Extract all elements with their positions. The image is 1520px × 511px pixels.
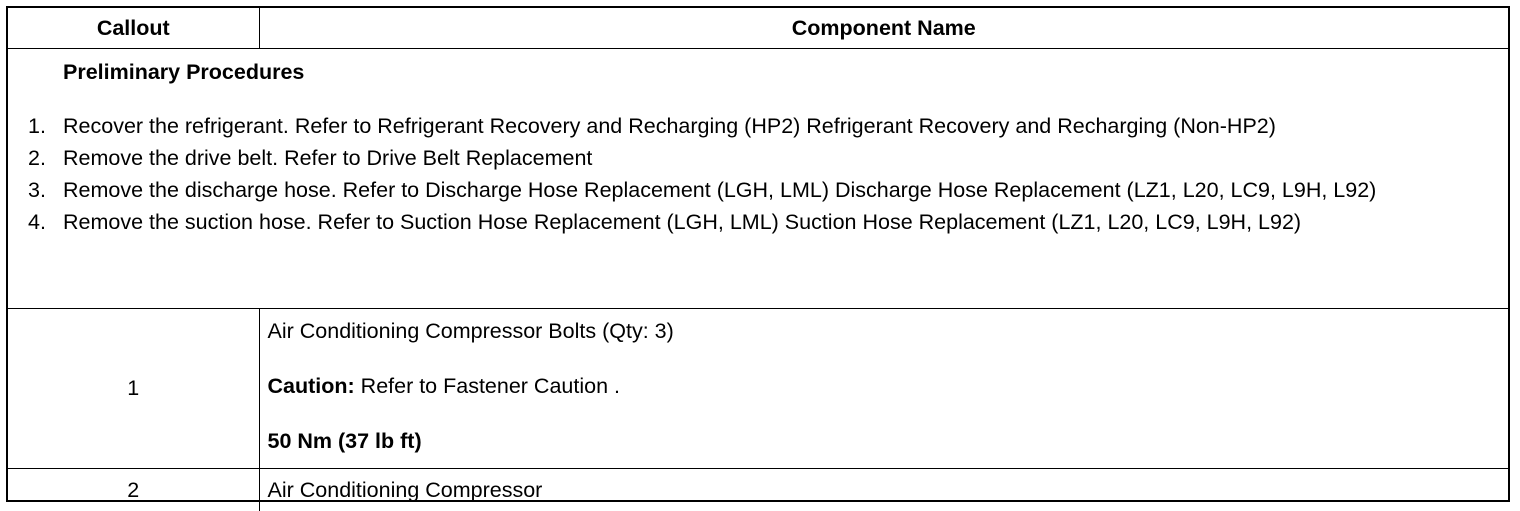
list-item bbox=[8, 177, 1508, 204]
procedure-table-frame bbox=[6, 6, 1510, 502]
callout-number: 1 bbox=[8, 309, 259, 469]
step-number: 2. bbox=[28, 145, 46, 172]
step-text: Remove the discharge hose. Refer to Discharge Hose Replacement (LGH, LML) Discharge Hose Replacement (LZ1, L20, LC9, L9H, L92) bbox=[63, 178, 1376, 202]
torque-spec: 50 Nm (37 lb ft) bbox=[268, 428, 1509, 455]
caution-note bbox=[268, 373, 1509, 400]
step-text: Remove the drive belt. Refer to Drive Belt Replacement bbox=[63, 146, 592, 170]
step-number: 4. bbox=[28, 209, 46, 236]
callout-number: 2 bbox=[8, 469, 259, 511]
preliminary-procedures-title: Preliminary Procedures bbox=[63, 57, 1508, 88]
preliminary-steps-list bbox=[8, 113, 1508, 236]
list-item bbox=[8, 113, 1508, 140]
table-row bbox=[8, 469, 1508, 511]
component-name-column-header: Component Name bbox=[259, 8, 1508, 49]
caution-text: Refer to Fastener Caution . bbox=[355, 374, 620, 398]
preliminary-procedures-row bbox=[8, 49, 1508, 309]
callout-table bbox=[8, 8, 1508, 511]
step-number: 1. bbox=[28, 113, 46, 140]
step-text: Recover the refrigerant. Refer to Refrigerant Recovery and Recharging (HP2) Refrigerant Recovery and Recharging (Non-HP2) bbox=[63, 114, 1276, 138]
list-item bbox=[8, 145, 1508, 172]
table-header-row bbox=[8, 8, 1508, 49]
table-row bbox=[8, 309, 1508, 469]
step-number: 3. bbox=[28, 177, 46, 204]
component-name: Air Conditioning Compressor bbox=[259, 469, 1508, 511]
step-text: Remove the suction hose. Refer to Suction Hose Replacement (LGH, LML) Suction Hose Replacement (LZ1, L20, LC9, L9H, L92) bbox=[63, 210, 1301, 234]
component-name-cell bbox=[259, 309, 1508, 469]
component-name: Air Conditioning Compressor Bolts (Qty: 3) bbox=[268, 318, 1509, 345]
preliminary-procedures-cell bbox=[8, 49, 1508, 309]
callout-column-header: Callout bbox=[8, 8, 259, 49]
caution-label: Caution: bbox=[268, 374, 355, 398]
list-item bbox=[8, 209, 1508, 236]
